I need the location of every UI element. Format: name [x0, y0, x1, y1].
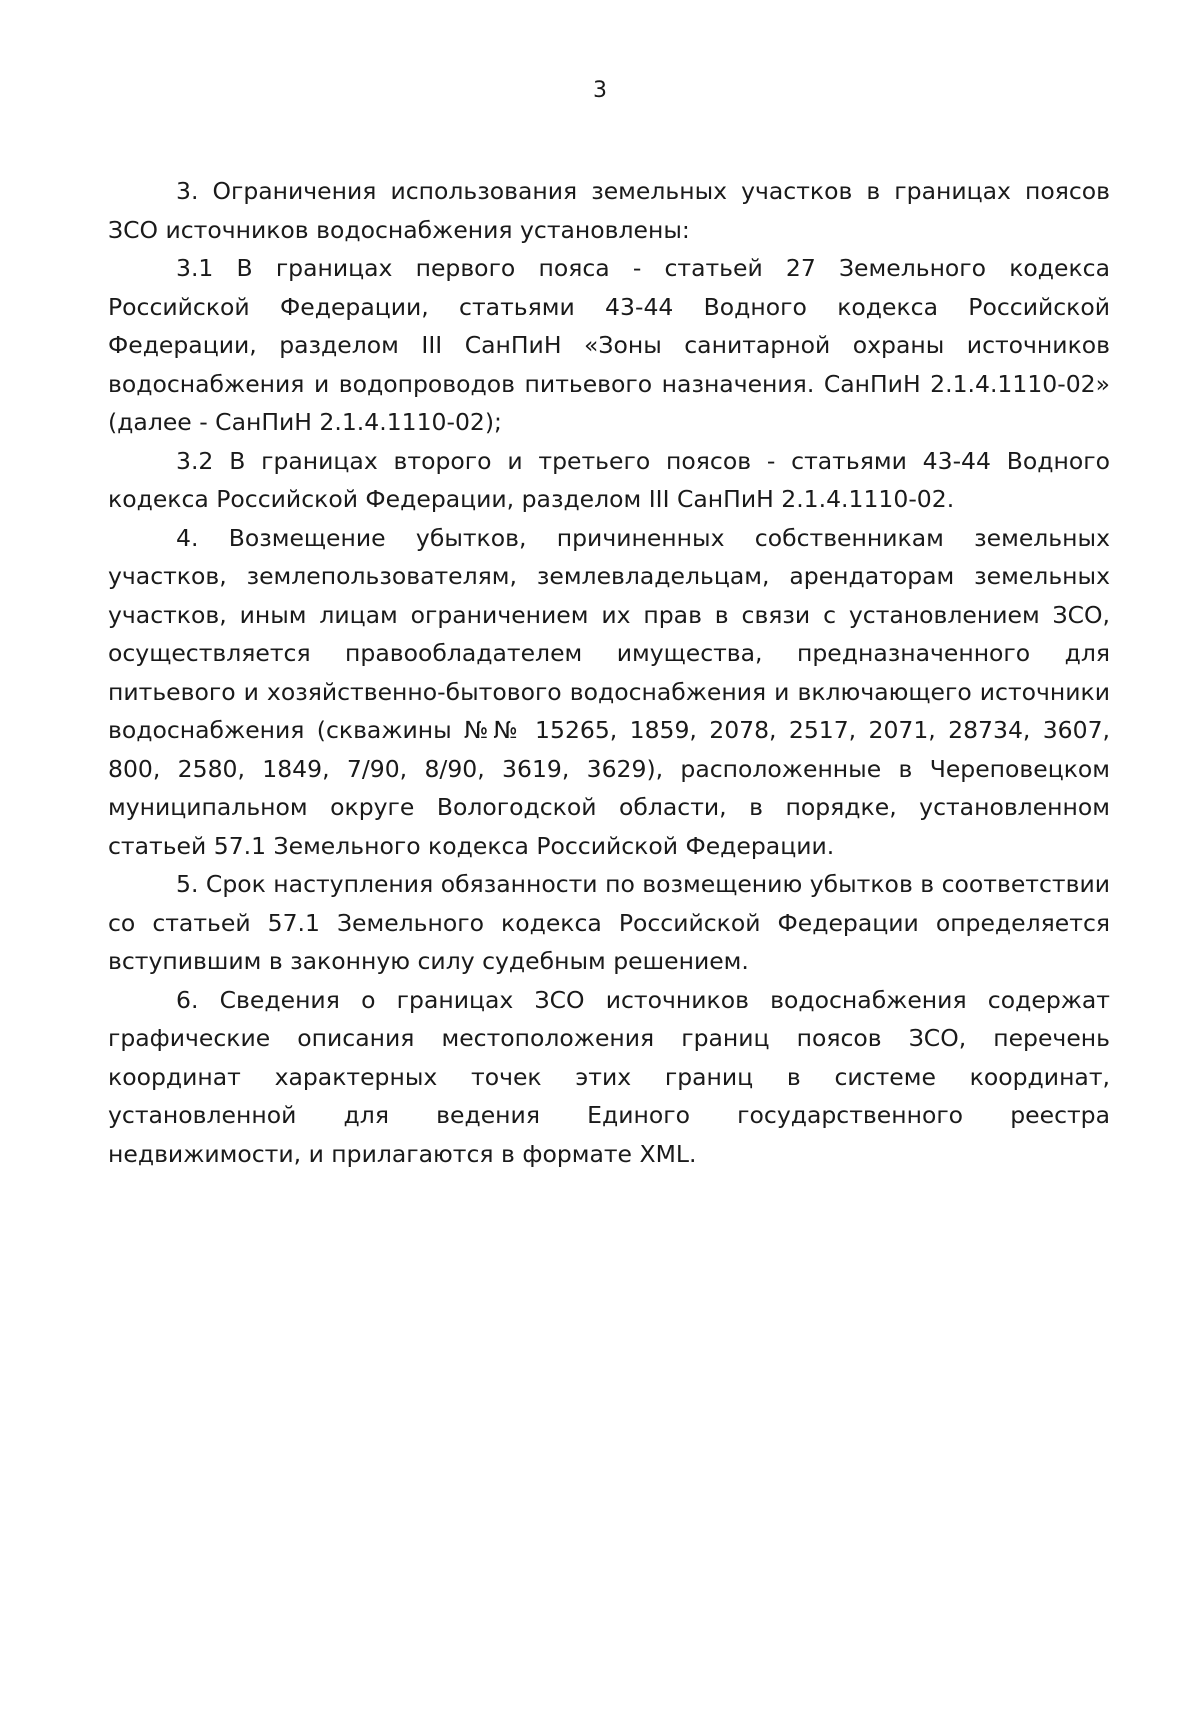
- document-body: [108, 172, 1110, 1173]
- paragraph-3-2: 3.2 В границах второго и третьего поясов - статьями 43-44 Водного кодекса Российской Федерации, разделом III СанПиН 2.1.4.1110-02.: [108, 446, 1110, 513]
- paragraph-3: 3. Ограничения использования земельных участков в границах поясов ЗСО источников водоснабжения установлены:: [108, 177, 1110, 244]
- paragraph-3-1: 3.1 В границах первого пояса - статьей 27 Земельного кодекса Российской Федерации, статьями 43-44 Водного кодекса Российской Федерации, разделом III СанПиН «Зоны санитарной охраны источников водоснабжения и водопроводов питьевого назначения. СанПиН 2.1.4.1110-02» (далее - СанПиН 2.1.4.1110-02);: [108, 254, 1110, 436]
- paragraph-4: 4. Возмещение убытков, причиненных собственникам земельных участков, землепользователям, землевладельцам, арендаторам земельных участков, иным лицам ограничением их прав в связи с установлением ЗСО, осуществляется правообладателем имущества, предназначенного для питьевого и хозяйственно-бытового водоснабжения и включающего источники водоснабжения (скважины №№ 15265, 1859, 2078, 2517, 2071, 28734, 3607, 800, 2580, 1849, 7/90, 8/90, 3619, 3629), расположенные в Череповецком муниципальном округе Вологодской области, в порядке, установленном статьей 57.1 Земельного кодекса Российской Федерации.: [108, 523, 1110, 860]
- page-number: 3: [593, 78, 607, 103]
- paragraph-5: 5. Срок наступления обязанности по возмещению убытков в соответствии со статьей 57.1 Земельного кодекса Российской Федерации определяется вступившим в законную силу судебным решением.: [108, 870, 1110, 975]
- paragraph-6: 6. Сведения о границах ЗСО источников водоснабжения содержат графические описания местоположения границ поясов ЗСО, перечень координат характерных точек этих границ в системе координат, установленной для ведения Единого государственного реестра недвижимости, и прилагаются в формате XML.: [108, 985, 1110, 1168]
